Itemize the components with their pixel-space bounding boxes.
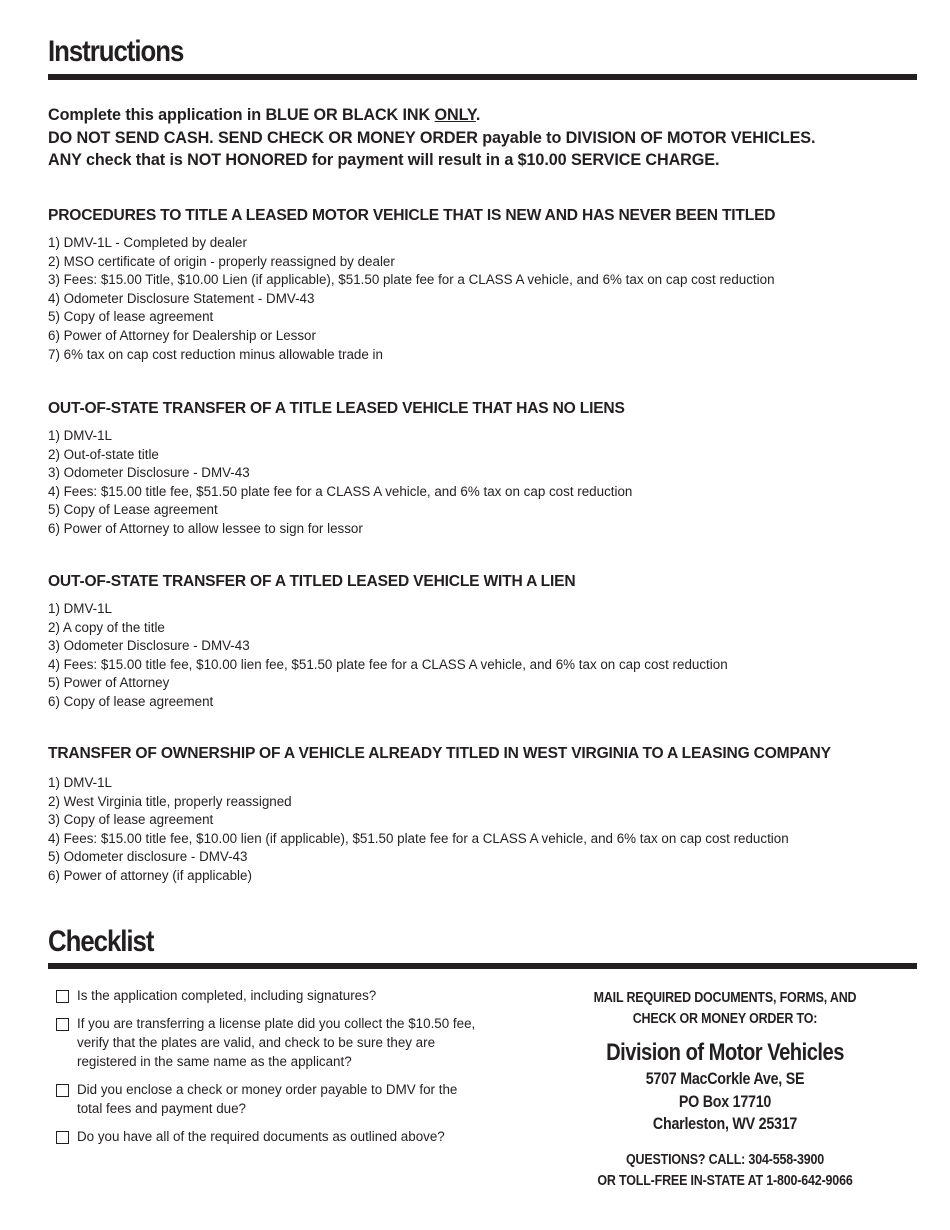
checklist-divider (48, 963, 917, 969)
section-title: OUT-OF-STATE TRANSFER OF A TITLED LEASED VEHICLE WITH A LIEN (48, 573, 576, 590)
mailing-address-block (520, 988, 930, 1192)
list-item: 3) Odometer Disclosure - DMV-43 (48, 465, 250, 481)
section-wv-transfer-to-leasing (48, 744, 831, 886)
list-item: 3) Odometer Disclosure - DMV-43 (48, 638, 250, 654)
list-item: 1) DMV-1L - Completed by dealer (48, 235, 247, 250)
list-item: 2) A copy of the title (48, 619, 165, 635)
intro-notice (48, 104, 917, 172)
section-title: PROCEDURES TO TITLE A LEASED MOTOR VEHICLE THAT IS NEW AND HAS NEVER BEEN TITLED (48, 207, 776, 224)
mail-instruction-line1: MAIL REQUIRED DOCUMENTS, FORMS, AND (593, 990, 857, 1006)
section-title: OUT-OF-STATE TRANSFER OF A TITLE LEASED VEHICLE THAT HAS NO LIENS (48, 400, 625, 417)
checkbox[interactable] (56, 1084, 69, 1097)
instructions-heading-block (48, 34, 205, 70)
checkbox[interactable] (56, 1131, 69, 1144)
checklist-item-text: If you are transferring a license plate did you collect the $10.50 fee, verify that the plates are valid, and check to be sure they are registered in the same name as the applicant? (77, 1016, 476, 1069)
intro-service-charge-line: ANY check that is NOT HONORED for payment will result in a $10.00 SERVICE CHARGE. (48, 151, 720, 169)
list-item: 6) Copy of lease agreement (48, 693, 214, 709)
checklist-item (56, 1080, 476, 1118)
list-item: 1) DMV-1L (48, 428, 112, 443)
list-item: 2) West Virginia title, properly reassigned (48, 793, 292, 809)
list-item: 3) Fees: $15.00 Title, $10.00 Lien (if applicable), $51.50 plate fee for a CLASS A vehicle, and 6% tax on cap cost reduction (48, 272, 775, 288)
list-item: 1) DMV-1L (48, 775, 112, 790)
checkbox[interactable] (56, 1018, 69, 1031)
list-item: 4) Fees: $15.00 title fee, $10.00 lien fee, $51.50 plate fee for a CLASS A vehicle, and 6% tax on cap cost reduction (48, 656, 728, 672)
list-item: 6) Power of Attorney for Dealership or Lessor (48, 327, 316, 343)
requirements-list (48, 427, 632, 539)
intro-period: . (475, 106, 481, 124)
list-item: 6) Power of Attorney to allow lessee to sign for lessor (48, 520, 363, 536)
checklist-item (56, 1014, 486, 1071)
list-item: 5) Odometer disclosure - DMV-43 (48, 849, 248, 865)
requirements-list (48, 234, 775, 364)
list-item: 7) 6% tax on cap cost reduction minus allowable trade in (48, 346, 383, 362)
checklist (56, 986, 516, 1155)
requirements-list (48, 774, 831, 886)
mail-instruction-line2: CHECK OR MONEY ORDER TO: (632, 1011, 818, 1027)
section-new-leased-vehicle (48, 206, 775, 364)
toll-free-phone: OR TOLL-FREE IN-STATE AT 1-800-642-9066 (597, 1172, 853, 1189)
agency-name: Division of Motor Vehicles (606, 1039, 844, 1066)
instructions-heading: Instructions (48, 35, 184, 68)
intro-ink-text: Complete this application in BLUE OR BLACK INK (48, 106, 435, 124)
section-title: TRANSFER OF OWNERSHIP OF A VEHICLE ALREADY TITLED IN WEST VIRGINIA TO A LEASING COMPANY (48, 745, 831, 762)
street-address: 5707 MacCorkle Ave, SE (645, 1069, 805, 1088)
section-out-of-state-with-lien (48, 572, 728, 712)
list-item: 3) Copy of lease agreement (48, 812, 214, 828)
checklist-heading: Checklist (48, 925, 154, 958)
list-item: 4) Fees: $15.00 title fee, $10.00 lien (if applicable), $51.50 plate fee for a CLASS A vehicle, and 6% tax on cap cost reduction (48, 830, 789, 846)
list-item: 5) Copy of lease agreement (48, 309, 214, 325)
city-state-zip: Charleston, WV 25317 (652, 1114, 798, 1133)
po-box: PO Box 17710 (678, 1091, 772, 1111)
section-out-of-state-no-liens (48, 399, 632, 539)
intro-ink-line (48, 104, 917, 127)
list-item: 4) Odometer Disclosure Statement - DMV-43 (48, 290, 315, 306)
requirements-list (48, 600, 728, 712)
list-item: 5) Power of Attorney (48, 675, 170, 691)
checklist-item-text: Do you have all of the required documents as outlined above? (77, 1129, 445, 1144)
checkbox[interactable] (56, 990, 69, 1003)
instructions-divider (48, 74, 917, 80)
list-item: 4) Fees: $15.00 title fee, $51.50 plate fee for a CLASS A vehicle, and 6% tax on cap cost reduction (48, 483, 633, 499)
intro-cash-line: DO NOT SEND CASH. SEND CHECK OR MONEY ORDER payable to DIVISION OF MOTOR VEHICLES. (48, 128, 816, 147)
intro-only-underlined: ONLY (434, 106, 476, 124)
checklist-item-text: Did you enclose a check or money order payable to DMV for the total fees and payment due? (77, 1082, 458, 1116)
checklist-item (56, 986, 516, 1005)
checklist-heading-block (48, 924, 171, 960)
list-item: 5) Copy of Lease agreement (48, 502, 218, 518)
list-item: 6) Power of attorney (if applicable) (48, 867, 252, 883)
list-item: 1) DMV-1L (48, 601, 112, 616)
checklist-item-text: Is the application completed, including signatures? (77, 988, 377, 1003)
checklist-item (56, 1127, 516, 1146)
list-item: 2) Out-of-state title (48, 446, 159, 462)
questions-phone: QUESTIONS? CALL: 304-558-3900 (625, 1151, 825, 1168)
list-item: 2) MSO certificate of origin - properly reassigned by dealer (48, 253, 395, 269)
